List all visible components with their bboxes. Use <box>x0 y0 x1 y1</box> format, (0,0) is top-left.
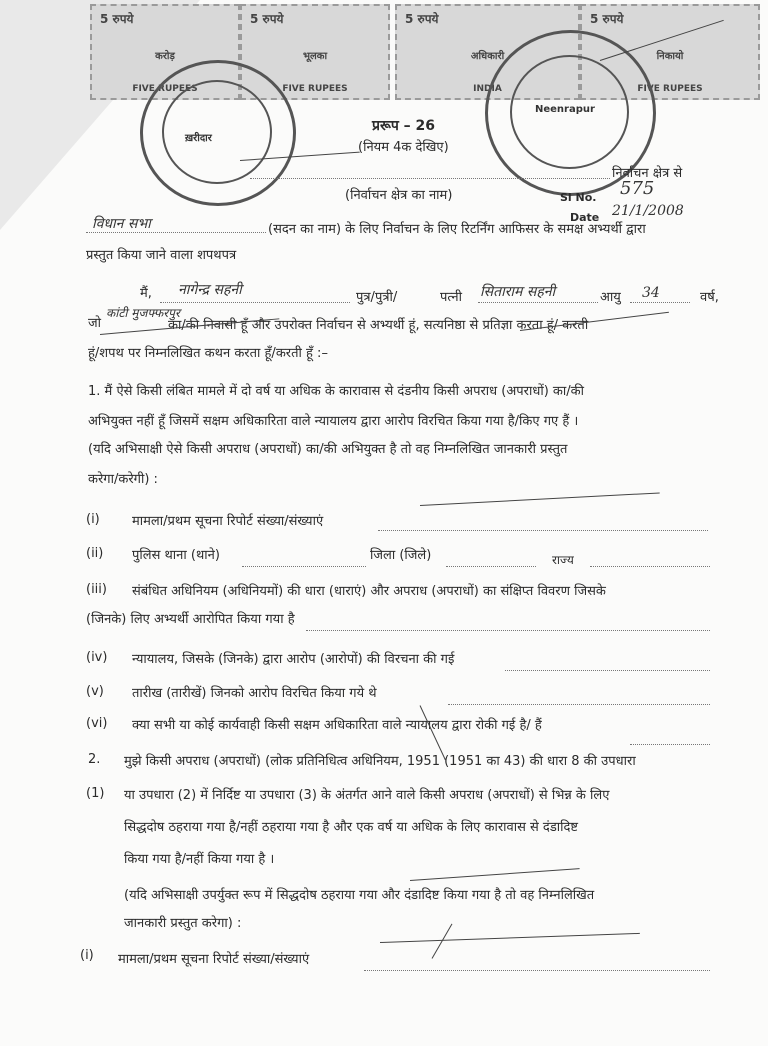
para-2-line-6: जानकारी प्रस्तुत करेगा) : <box>124 916 242 931</box>
age-label: आयु <box>600 290 621 305</box>
item-number: (iv) <box>86 650 108 665</box>
date-label: Date <box>570 211 600 224</box>
house-name-line <box>86 232 266 233</box>
item-number: (i) <box>86 512 100 527</box>
oath-line: हूं/शपथ पर निम्नलिखित कथन करता हूँ/करती हूँ :– <box>88 346 328 361</box>
item-text: न्यायालय, जिसके (जिनके) द्वारा आरोप (आरोपों) की विरचना की गई <box>132 652 455 667</box>
state-label: राज्य <box>552 553 574 567</box>
serial-number-label: Sl No. <box>560 191 597 204</box>
item-number: (v) <box>86 684 104 699</box>
fill-line <box>446 566 536 567</box>
item-number: (i) <box>80 948 94 963</box>
item-text-continued: (जिनके) लिए अभ्यर्थी आरोपित किया गया है <box>86 612 295 627</box>
para-1-line-1: 1. मैं ऐसे किसी लंबित मामले में दो वर्ष या अधिक के कारावास से दंडनीय किसी अपराध (अपराधों) का/की <box>88 384 585 399</box>
para-2-line-2: या उपधारा (2) में निर्दिष्ट या उपधारा (3) के अंतर्गत आने वाले किसी अपराध (अपराधों) से भिन्न के लिए <box>124 788 610 803</box>
intro-line-2: प्रस्तुत किया जाने वाला शपथपत्र <box>86 248 237 263</box>
item-text: पुलिस थाना (थाने) <box>132 548 220 563</box>
declarant-name: नागेन्द्र सहनी <box>178 282 242 298</box>
item-number: (iii) <box>86 582 107 597</box>
house-name-handwritten: विधान सभा <box>92 216 151 232</box>
serial-number-value: 575 <box>620 178 655 199</box>
item-number: (vi) <box>86 716 108 731</box>
residence-prefix: जो <box>88 316 102 331</box>
fill-line <box>630 744 710 745</box>
residence-handwritten: कांटी मुजफ्फरपुर <box>106 306 180 320</box>
date-value: 21/1/2008 <box>612 203 684 219</box>
father-name: सिताराम सहनी <box>480 284 556 300</box>
stamp-note: FIVE RUPEES <box>637 84 703 94</box>
stamp-note: INDIA <box>473 84 502 94</box>
left-seal-text: ख़रीदार <box>185 133 212 144</box>
stamp-office: भूलका <box>302 51 328 62</box>
stamp-office: करोड़ <box>155 51 175 62</box>
para-2-line-1: मुझे किसी अपराध (अपराधों) (लोक प्रतिनिधित्व अधिनियम, 1951 (1951 का 43) की धारा 8 की उपधारा <box>124 754 636 769</box>
stamp-office: निकायो <box>656 51 684 62</box>
para-2-number: 2. <box>88 752 101 767</box>
stamp-value: 5 रुपये <box>590 12 624 26</box>
stamp-value: 5 रुपये <box>405 12 439 26</box>
declarant-label: मैं, <box>140 286 152 301</box>
stamp-note: FIVE RUPEES <box>132 84 198 94</box>
item-text: तारीख (तारीखें) जिनको आरोप विरचित किया गये थे <box>132 686 377 701</box>
fill-line <box>448 704 710 705</box>
signature-stroke <box>420 492 660 506</box>
stamp-value: 5 रुपये <box>250 12 284 26</box>
fill-line <box>590 566 710 567</box>
age-value: 34 <box>642 285 660 301</box>
left-seal-inner <box>162 80 272 184</box>
item-number: (ii) <box>86 546 104 561</box>
signature-stroke <box>410 868 580 881</box>
item-text: मामला/प्रथम सूचना रिपोर्ट संख्या/संख्याएं <box>118 952 310 967</box>
item-text: क्या सभी या कोई कार्यवाही किसी सक्षम अधिकारिता वाले न्यायालय द्वारा रोकी गई है/ हैं <box>132 718 542 733</box>
relation-label: पुत्र/पुत्री/ <box>356 290 398 305</box>
constituency-label: (निर्वाचन क्षेत्र का नाम) <box>345 188 453 203</box>
para-2-line-4: किया गया है/नहीं किया गया है । <box>124 852 275 867</box>
spouse-label: पत्नी <box>440 290 462 305</box>
fill-line <box>364 970 710 971</box>
cross-stroke <box>432 924 453 959</box>
residence-line: का/की निवासी हूँ और उपरोक्त निर्वाचन से अभ्यर्थी हूं, सत्यनिष्ठा से प्रतिज्ञा करता हूं/ करती <box>168 318 589 333</box>
father-name-line <box>478 302 598 303</box>
fill-line <box>242 566 366 567</box>
age-line <box>630 302 690 303</box>
constituency-suffix: निर्वाचन क्षेत्र से <box>612 166 683 181</box>
signature-stroke <box>380 933 640 943</box>
item-text: संबंधित अधिनियम (अधिनियमों) की धारा (धाराएं) और अपराध (अपराधों) का संक्षिप्त विवरण जिसके <box>132 584 606 599</box>
item-text: मामला/प्रथम सूचना रिपोर्ट संख्या/संख्याएं <box>132 514 324 529</box>
para-1-line-4: करेगा/करेगी) : <box>88 472 158 487</box>
para-2-line-3: सिद्धदोष ठहराया गया है/नहीं ठहराया गया है और एक वर्ष या अधिक के लिए कारावास से दंडादिष्ट <box>124 820 579 835</box>
para-1-line-2: अभियुक्त नहीं हूँ जिसमें सक्षम अधिकारिता वाले न्यायालय द्वारा आरोप विरचित किया गया है/किए गए हैं । <box>88 414 579 429</box>
fill-line <box>505 670 710 671</box>
form-number: प्ररूप – 26 <box>372 118 436 134</box>
stamp-note: FIVE RUPEES <box>282 84 348 94</box>
stamp-office: अधिकारी <box>470 51 505 62</box>
para-1-line-3: (यदि अभिसाक्षी ऐसे किसी अपराध (अपराधों) का/की अभियुक्त है तो वह निम्नलिखित जानकारी प्रस्तुत <box>88 442 568 457</box>
declarant-name-line <box>160 302 350 303</box>
district-label: जिला (जिले) <box>370 548 432 563</box>
para-2-line-5: (यदि अभिसाक्षी उपर्युक्त रूप में सिद्धदोष ठहराया गया और दंडादिष्ट किया गया है तो वह निम्नलिखित <box>124 888 595 903</box>
right-seal-text: Neenrapur <box>535 104 595 115</box>
fill-line <box>306 630 710 631</box>
intro-line-1: (सदन का नाम) के लिए निर्वाचन के लिए रिटर्निंग आफिसर के समक्ष अभ्यर्थी द्वारा <box>268 222 646 237</box>
para-2-sub-number: (1) <box>86 786 105 801</box>
stamp-value: 5 रुपये <box>100 12 134 26</box>
constituency-line <box>250 178 610 179</box>
rule-reference: (नियम 4क देखिए) <box>358 140 449 155</box>
years-label: वर्ष, <box>700 290 719 305</box>
fill-line <box>378 530 708 531</box>
